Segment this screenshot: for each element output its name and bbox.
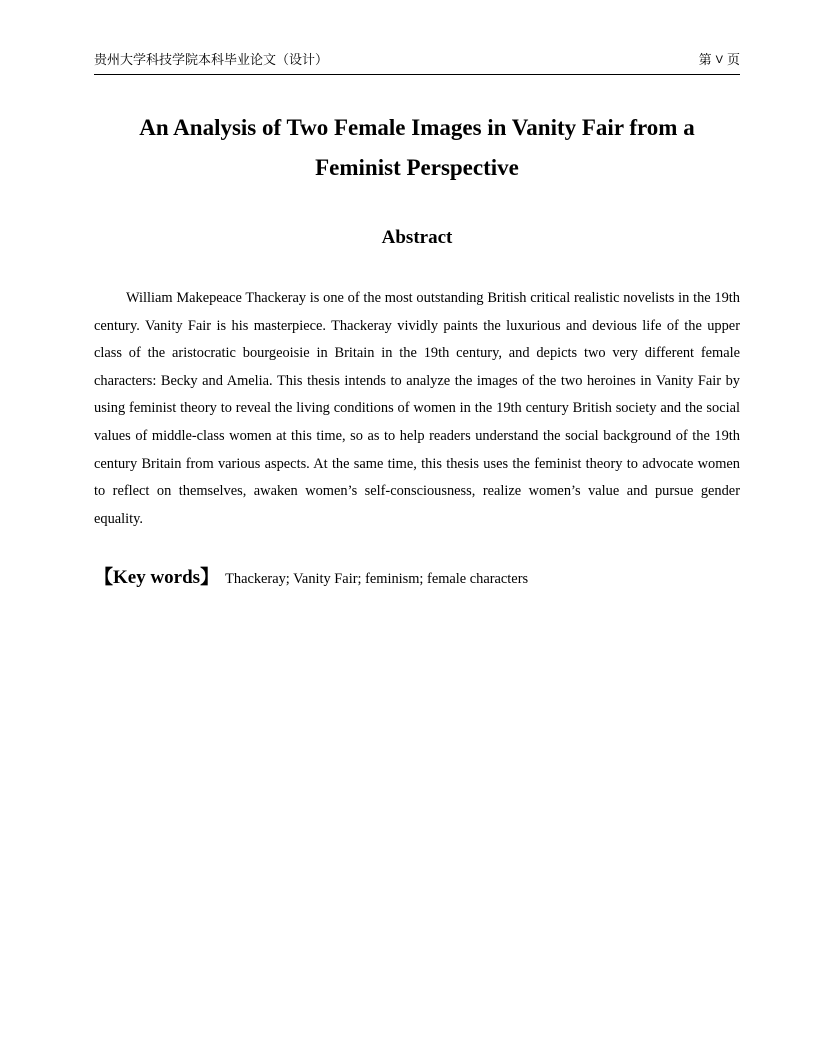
title-line-2: Feminist Perspective	[315, 155, 519, 180]
page-suffix: 页	[726, 53, 740, 68]
header-page-indicator	[699, 51, 740, 71]
keywords-line	[94, 565, 740, 592]
page-prefix: 第	[698, 53, 712, 68]
paper-title	[94, 108, 740, 188]
abstract-heading: Abstract	[381, 227, 453, 248]
title-line-1: An Analysis of Two Female Images in Vanity Fair from a	[139, 115, 695, 140]
header-institution: 贵州大学科技学院本科毕业论文（设计）	[94, 53, 329, 68]
page-header	[94, 50, 740, 75]
page-number: V	[715, 54, 723, 66]
abstract-body: William Makepeace Thackeray is one of the most outstanding British critical realistic novelists in the 19th century. Vanity Fair is his masterpiece. Thackeray vividly paints the luxurious and devious life of the upper class of the aristocratic bourgeoisie in Britain in the 19th century, and depicts two very different female characters: Becky and Amelia. This thesis intends to analyze the images of the two heroines in Vanity Fair by using feminist theory to reveal the living conditions of women in the 19th century British society and the social values of middle-class women at this time, so as to help readers understand the social background of the 19th century Britain from various aspects. At the same time, this thesis uses the feminist theory to advocate women to reflect on themselves, awaken women’s self-consciousness, realize women’s value and pursue gender equality.	[94, 290, 740, 527]
keywords-label: 【Key words】	[94, 567, 220, 588]
keywords-value: Thackeray; Vanity Fair; feminism; female characters	[225, 571, 529, 587]
